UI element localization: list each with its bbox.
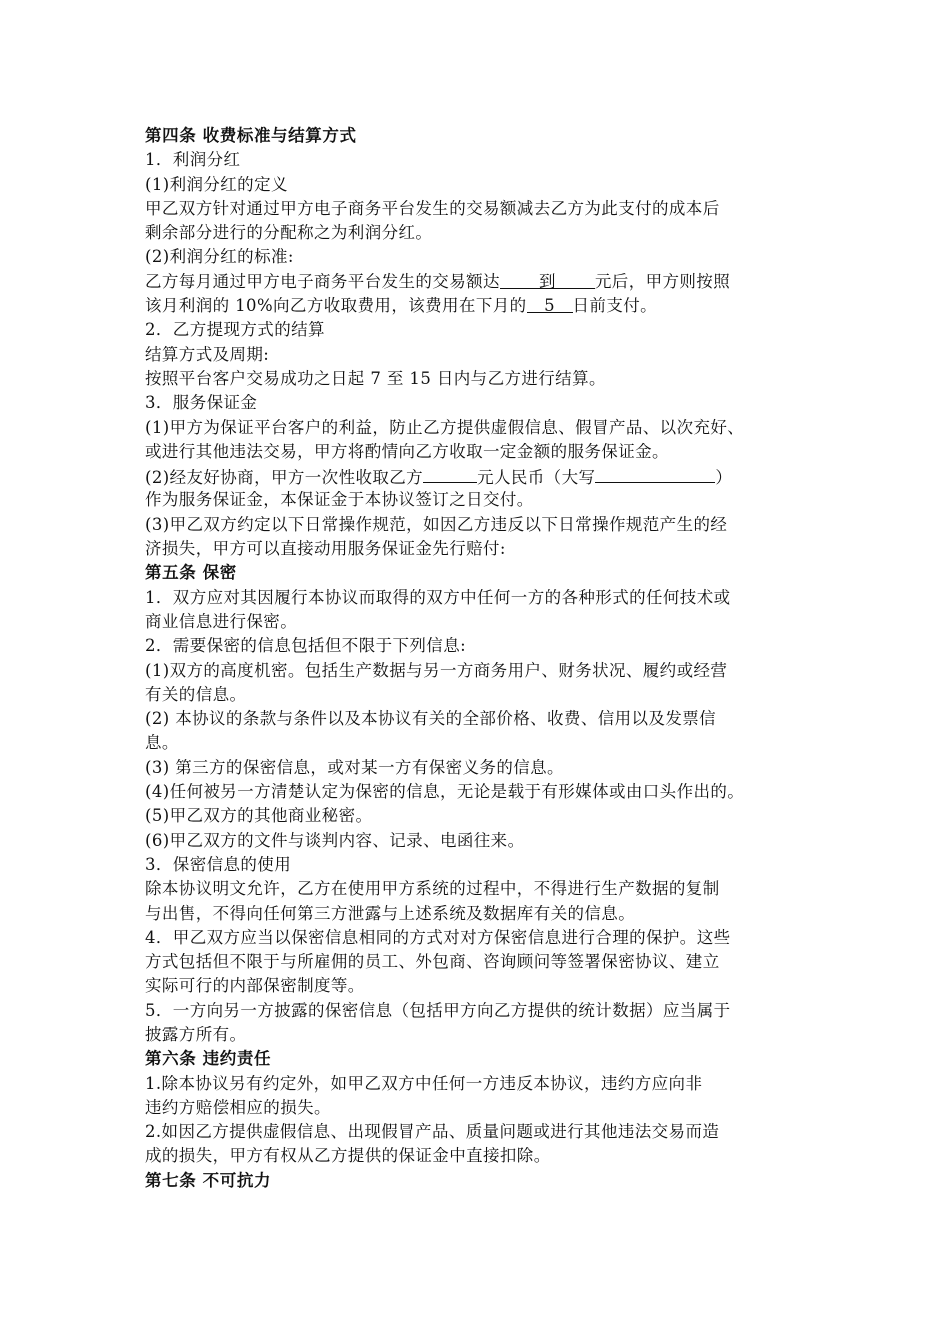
section-heading: 第七条 不可抗力 [145, 1170, 272, 1190]
text-line: 有关的信息。 [145, 684, 247, 704]
text-line: 按照平台客户交易成功之日起 7 至 15 日内与乙方进行结算。 [145, 368, 606, 388]
text-line: (1)双方的高度机密。包括生产数据与另一方商务用户、财务状况、履约或经营 [145, 660, 728, 680]
text-line: (2) 本协议的条款与条件以及本协议有关的全部价格、收费、信用以及发票信 [145, 709, 717, 729]
text-line: 1.除本协议另有约定外，如甲乙双方中任何一方违反本协议，违约方应向非 [145, 1073, 703, 1093]
text-line: 4．甲乙双方应当以保密信息相同的方式对对方保密信息进行合理的保护。这些 [145, 927, 731, 947]
text-line: 除本协议明文允许，乙方在使用甲方系统的过程中，不得进行生产数据的复制 [145, 879, 720, 899]
text-line: (3)甲乙双方约定以下日常操作规范，如因乙方违反以下日常操作规范产生的经 [145, 514, 728, 534]
text-line: 与出售，不得向任何第三方泄露与上述系统及数据库有关的信息。 [145, 903, 636, 923]
text-line [145, 270, 825, 294]
fill-in-blank: 5 [527, 294, 573, 313]
section-heading: 第四条 收费标准与结算方式 [145, 126, 357, 145]
text-segment: ） [715, 468, 733, 488]
fill-in-blank [595, 464, 715, 483]
text-line: 违约方赔偿相应的损失。 [145, 1097, 331, 1117]
text-line: 3．服务保证金 [145, 393, 258, 413]
text-line: 实际可行的内部保密制度等。 [145, 976, 365, 996]
text-line: (1)甲方为保证平台客户的利益，防止乙方提供虚假信息、假冒产品、以次充好、 [145, 417, 745, 437]
text-line: 3．保密信息的使用 [145, 854, 292, 874]
text-line: (6)甲乙双方的文件与谈判内容、记录、电函往来。 [145, 830, 525, 850]
text-line: (3) 第三方的保密信息，或对某一方有保密义务的信息。 [145, 757, 564, 777]
text-segment: 元后，甲方则按照 [594, 271, 731, 291]
text-line: 或进行其他违法交易，甲方将酌情向乙方收取一定金额的服务保证金。 [145, 441, 669, 461]
section-heading: 第五条 保密 [145, 563, 237, 583]
text-line: 结算方式及周期: [145, 344, 270, 364]
text-line: 剩余部分进行的分配称之为利润分红。 [145, 223, 433, 243]
text-segment: 元人民币（大写 [477, 468, 596, 488]
text-segment: 日前支付。 [572, 296, 658, 316]
text-line: 方式包括但不限于与所雇佣的员工、外包商、咨询顾问等签署保密协议、建立 [145, 952, 720, 972]
fill-in-blank: 到 [500, 270, 595, 289]
text-line: (4)任何被另一方清楚认定为保密的信息，无论是载于有形媒体或由口头作出的。 [145, 782, 745, 802]
text-line: (2)利润分红的标准: [145, 247, 294, 267]
text-line: 甲乙双方针对通过甲方电子商务平台发生的交易额减去乙方为此支付的成本后 [145, 198, 720, 218]
text-segment: 乙方每月通过甲方电子商务平台发生的交易额达 [145, 271, 500, 291]
section-heading: 第六条 违约责任 [145, 1049, 272, 1069]
text-line: 2．乙方提现方式的结算 [145, 320, 325, 340]
text-line [145, 464, 825, 488]
text-line: 2．需要保密的信息包括但不限于下列信息: [145, 636, 467, 656]
text-line: 作为服务保证金，本保证金于本协议签订之日交付。 [145, 490, 534, 510]
text-segment: 该月利润的 10%向乙方收取费用，该费用在下月的 [145, 296, 527, 316]
text-line [145, 294, 825, 318]
text-line: (5)甲乙双方的其他商业秘密。 [145, 806, 373, 826]
text-line: (1)利润分红的定义 [145, 174, 288, 194]
text-line: 商业信息进行保密。 [145, 611, 298, 631]
text-line: 1．双方应对其因履行本协议而取得的双方中任何一方的各种形式的任何技术或 [145, 587, 731, 607]
text-segment: (2)经友好协商，甲方一次性收取乙方 [145, 468, 424, 488]
text-line: 息。 [145, 733, 179, 753]
text-line: 济损失，甲方可以直接动用服务保证金先行赔付: [145, 539, 506, 559]
contract-page [145, 124, 825, 1193]
fill-in-blank [423, 464, 477, 483]
text-line: 披露方所有。 [145, 1024, 247, 1044]
text-line: 5．一方向另一方披露的保密信息（包括甲方向乙方提供的统计数据）应当属于 [145, 1000, 731, 1020]
text-line: 2.如因乙方提供虚假信息、出现假冒产品、质量问题或进行其他违法交易而造 [145, 1122, 720, 1142]
text-line: 成的损失，甲方有权从乙方提供的保证金中直接扣除。 [145, 1146, 551, 1166]
text-line: 1．利润分红 [145, 150, 241, 170]
